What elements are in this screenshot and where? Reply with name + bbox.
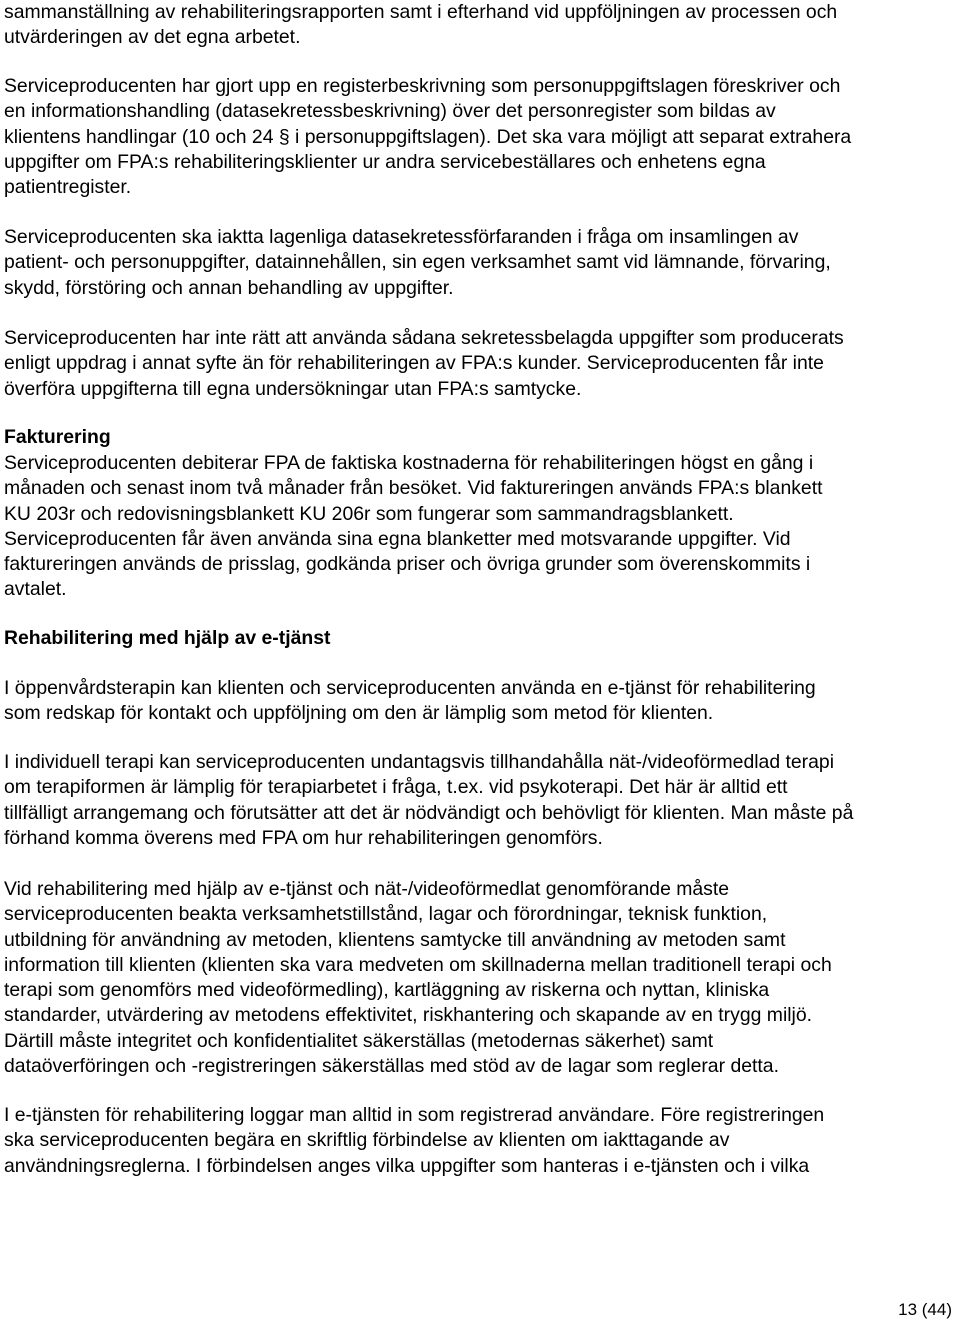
text-line: enligt uppdrag i annat syfte än för rehabiliteringen av FPA:s kunder. Serviceproducenten får inte	[4, 352, 824, 375]
text-line: Därtill måste integritet och konfidentialitet säkerställas (metodernas säkerhet) samt	[4, 1029, 714, 1052]
text-line: dataöverföringen och -registreringen säkerställas med stöd av de lagar som reglerar detta.	[4, 1055, 779, 1078]
text-line: KU 203r och redovisningsblankett KU 206r som fungerar som sammandragsblankett.	[4, 502, 734, 525]
text-line: Serviceproducenten har inte rätt att använda sådana sekretessbelagda uppgifter som producerats	[4, 327, 844, 349]
text-line: Serviceproducenten får även använda sina egna blanketter med motsvarande uppgifter. Vid	[4, 527, 791, 550]
text-line: tillfälligt arrangemang och förutsätter att det är nödvändigt och behövligt för klienten. Man måste på	[4, 801, 854, 824]
paragraph-confidential-data	[4, 326, 844, 402]
text-line: standarder, utvärdering av metodens effektivitet, riskhantering och skapande av en trygg miljö.	[4, 1004, 813, 1027]
text-line: utvärderingen av det egna arbetet.	[4, 26, 301, 49]
text-line: om terapiformen är lämplig för terapiarbetet i fråga, t.ex. vid psykoterapi. Det här är alltid ett	[4, 776, 788, 799]
text-line: Serviceproducenten har gjort upp en registerbeskrivning som personuppgiftslagen föreskriver och	[4, 75, 841, 97]
paragraph-continuation	[4, 0, 837, 51]
text-line: klientens handlingar (10 och 24 § i personuppgiftslagen). Det ska vara möjligt att separat extrahera	[4, 125, 852, 148]
text-line: Serviceproducenten debiterar FPA de faktiska kostnaderna för rehabiliteringen högst en gång i	[4, 452, 814, 474]
text-line: Vid rehabilitering med hjälp av e-tjänst och nät-/videoförmedlat genomförande måste	[4, 878, 730, 900]
text-line: förhand komma överens med FPA om hur rehabiliteringen genomförs.	[4, 826, 603, 849]
text-line: terapi som genomförs med videoförmedling), kartläggning av riskerna och nyttan, kliniska	[4, 979, 770, 1002]
heading-fakturering: Fakturering	[4, 426, 111, 448]
text-line: skydd, förstöring och annan behandling av uppgifter.	[4, 276, 454, 299]
text-line: användningsreglerna. I förbindelsen anges vilka uppgifter som hanteras i e-tjänsten och i vilka	[4, 1154, 810, 1177]
paragraph-login	[4, 1103, 824, 1179]
text-line: faktureringen används de prisslag, godkända priser och övriga grunder som överenskommits i	[4, 553, 811, 576]
paragraph-individual-therapy	[4, 750, 853, 851]
text-line: uppgifter om FPA:s rehabiliteringsklienter ur andra servicebeställares och enhetens egna	[4, 150, 766, 173]
text-line: månaden och senast inom två månader från besöket. Vid faktureringen används FPA:s blankett	[4, 477, 823, 500]
text-line: ska serviceproducenten begära en skriftlig förbindelse av klienten om iakttagande av	[4, 1129, 730, 1152]
text-line: som redskap för kontakt och uppföljning om den är lämplig som metod för klienten.	[4, 702, 714, 725]
text-line: Serviceproducenten ska iaktta lagenliga datasekretessförfaranden i fråga om insamlingen av	[4, 226, 799, 248]
paragraph-register-description	[4, 74, 851, 200]
text-line: information till klienten (klienten ska vara medveten om skillnaderna mellan traditionell terapi och	[4, 953, 832, 976]
text-line: I öppenvårdsterapin kan klienten och serviceproducenten använda en e-tjänst för rehabilitering	[4, 677, 816, 699]
text-line: överföra uppgifterna till egna undersökningar utan FPA:s samtycke.	[4, 377, 582, 400]
page-number: 13 (44)	[898, 1300, 952, 1319]
paragraph-requirements	[4, 877, 832, 1079]
text-line: serviceproducenten beakta verksamhetstillstånd, lagar och förordningar, teknisk funktion,	[4, 903, 768, 926]
text-line: I individuell terapi kan serviceproducenten undantagsvis tillhandahålla nät-/videoförmedlad terapi	[4, 751, 835, 773]
text-line: sammanställning av rehabiliteringsrapporten samt i efterhand vid uppföljningen av processen och	[4, 1, 838, 23]
text-line: patientregister.	[4, 176, 132, 199]
paragraph-data-security	[4, 225, 831, 301]
text-line: patient- och personuppgifter, datainnehållen, sin egen verksamhet samt vid lämnande, förvaring,	[4, 251, 831, 274]
text-line: avtalet.	[4, 578, 67, 601]
paragraph-outpatient-e-service	[4, 676, 816, 727]
text-line: I e-tjänsten för rehabilitering loggar man alltid in som registrerad användare. Före registreringen	[4, 1104, 825, 1126]
heading-e-service-rehabilitation: Rehabilitering med hjälp av e-tjänst	[4, 627, 331, 649]
text-line: en informationshandling (datasekretessbeskrivning) över det personregister som bildas av	[4, 100, 776, 123]
paragraph-invoicing	[4, 451, 822, 603]
text-line: utbildning för användning av metoden, klientens samtycke till användning av metoden samt	[4, 928, 786, 951]
